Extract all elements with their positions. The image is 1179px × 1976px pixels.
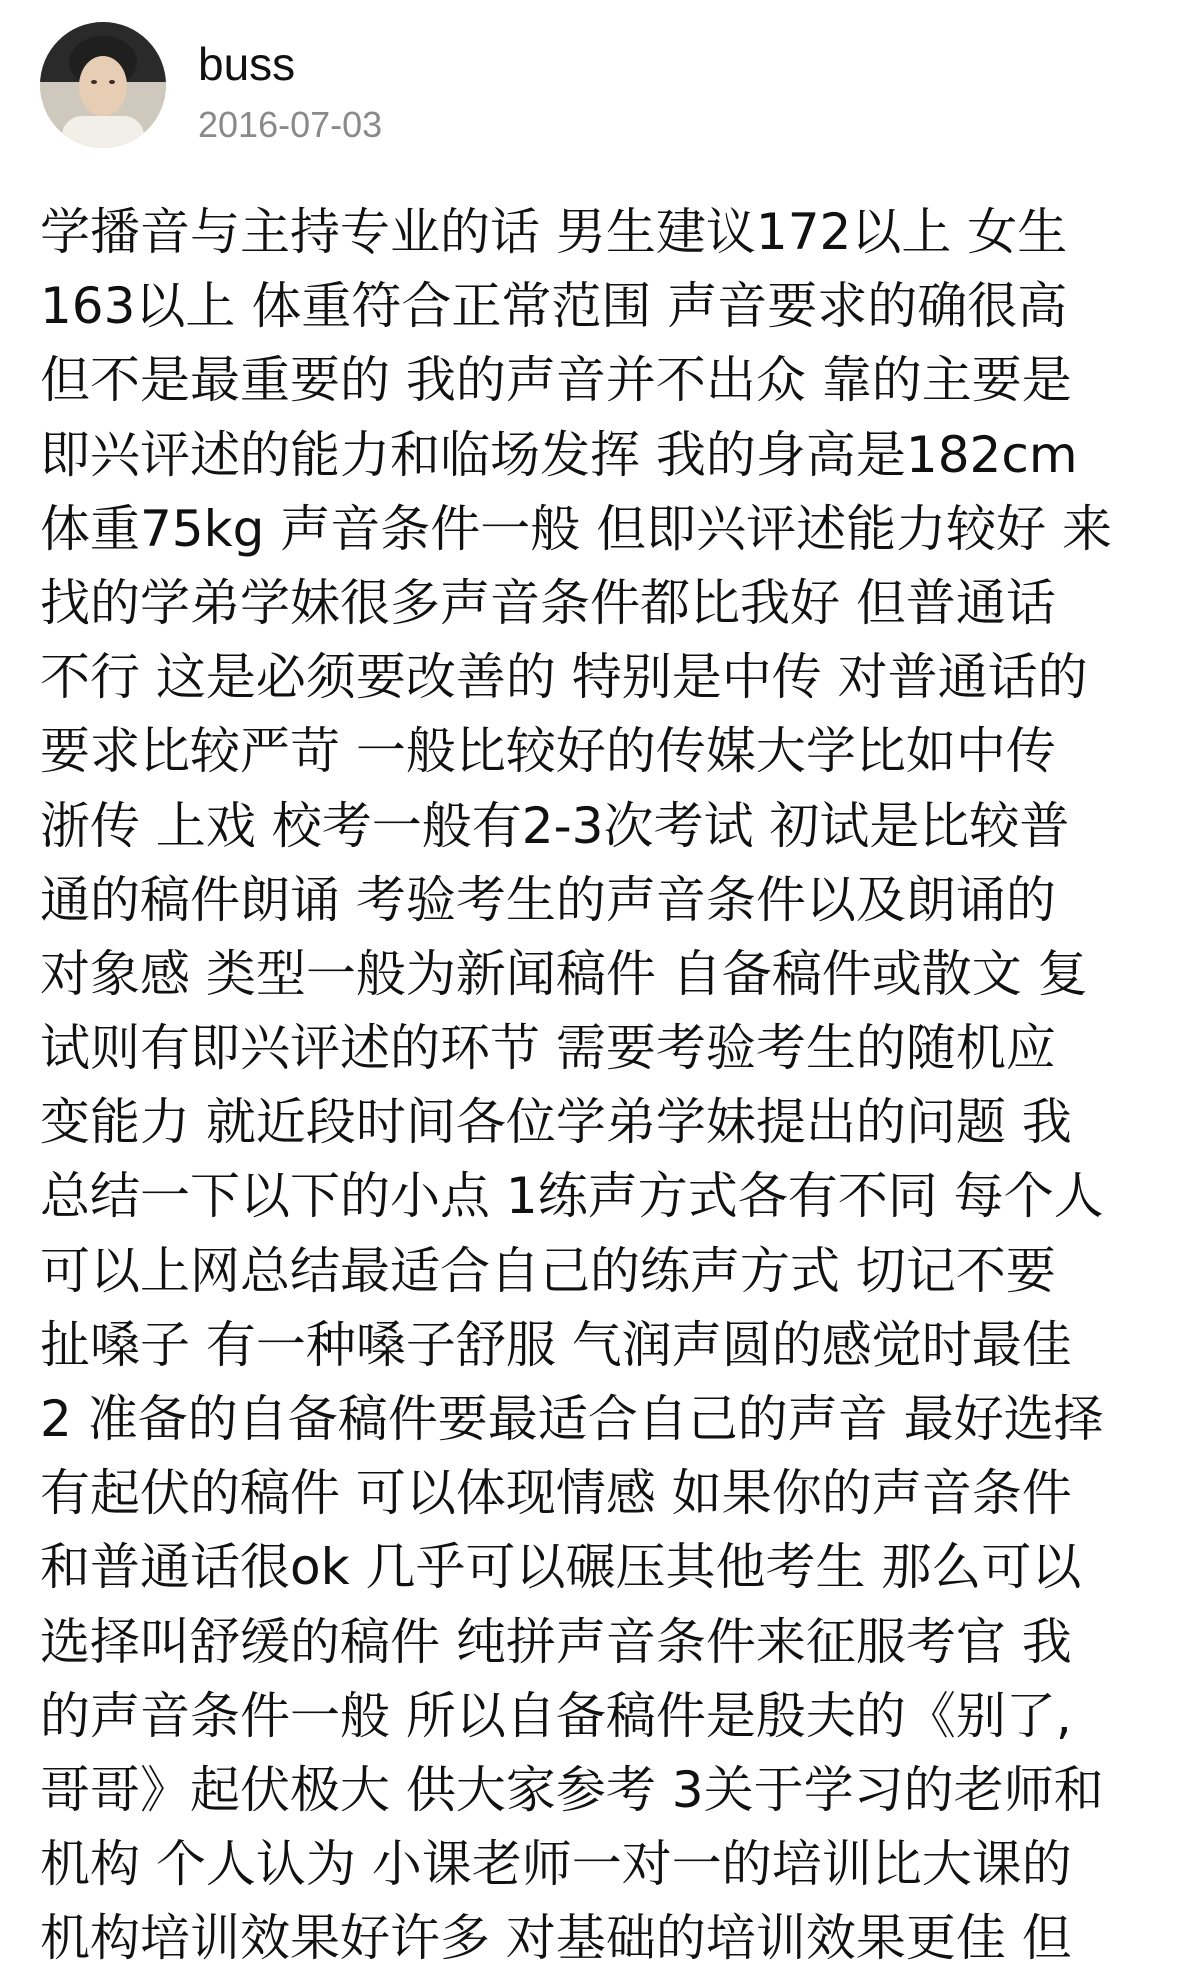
avatar[interactable] [40,22,166,148]
post-line: 找的学弟学妹很多声音条件都比我好 但普通话 [40,573,1056,632]
post-line: 浙传 上戏 校考一般有2-3次考试 初试是比较普 [40,796,1070,855]
post-line: 对象感 类型一般为新闻稿件 自备稿件或散文 复 [40,944,1088,1003]
post-line: 机构培训效果好许多 对基础的培训效果更佳 但 [40,1909,1072,1968]
post-line: 不行 这是必须要改善的 特别是中传 对普通话的 [40,648,1088,707]
post-line: 变能力 就近段时间各位学弟学妹提出的问题 我 [40,1093,1072,1152]
post-line: 学播音与主持专业的话 男生建议172以上 女生 [40,203,1068,261]
post-line: 哥哥》起伏极大 供大家参考 3关于学习的老师和 [40,1760,1104,1819]
author-name[interactable]: buss [198,38,296,90]
post-line: 但不是最重要的 我的声音并不出众 靠的主要是 [40,351,1072,410]
post-line: 机构 个人认为 小课老师一对一的培训比大课的 [40,1835,1072,1894]
user-photo-icon [40,22,166,148]
post-line: 和普通话很ok 几乎可以碾压其他考生 那么可以 [40,1538,1082,1597]
post-line: 扯嗓子 有一种嗓子舒服 气润声圆的感觉时最佳 [40,1315,1072,1374]
post-line: 即兴评述的能力和临场发挥 我的身高是182cm [40,425,1078,484]
post-line: 163以上 体重符合正常范围 声音要求的确很高 [40,277,1068,336]
post-line: 总结一下以下的小点 1练声方式各有不同 每个人 [40,1167,1104,1226]
post-line: 体重75kg 声音条件一般 但即兴评述能力较好 来 [40,499,1112,558]
post-body [40,195,1150,1976]
post-header [40,22,1140,152]
post-line: 要求比较严苛 一般比较好的传媒大学比如中传 [40,722,1056,781]
post-line: 2 准备的自备稿件要最适合自己的声音 最好选择 [40,1390,1104,1448]
post-line: 可以上网总结最适合自己的练声方式 切记不要 [40,1241,1056,1300]
post-date: 2016-07-03 [198,104,383,145]
post-line: 的声音条件一般 所以自备稿件是殷夫的《别了, [40,1686,1072,1745]
post-line: 有起伏的稿件 可以体现情感 如果你的声音条件 [40,1464,1072,1523]
post-line: 试则有即兴评述的环节 需要考验考生的随机应 [40,1019,1056,1078]
post-line: 选择叫舒缓的稿件 纯拼声音条件来征服考官 我 [40,1612,1072,1671]
post-line: 通的稿件朗诵 考验考生的声音条件以及朗诵的 [40,870,1056,929]
